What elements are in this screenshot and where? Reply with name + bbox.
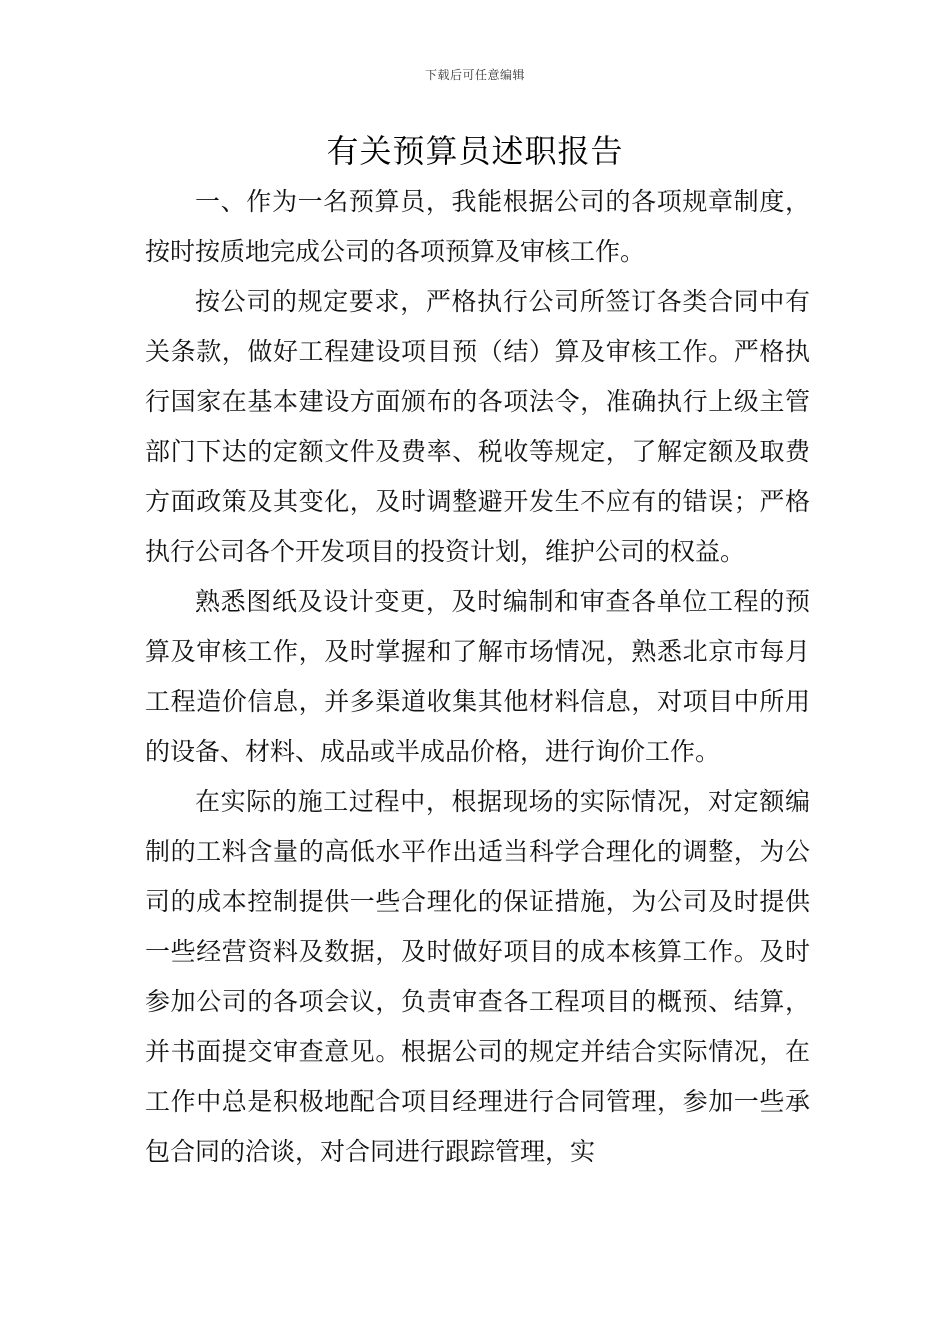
paragraph: 按公司的规定要求，严格执行公司所签订各类合同中有关条款，做好工程建设项目预（结）算及审核工作。严格执行国家在基本建设方面颁布的各项法令，准确执行上级主管部门下达的定额文件及费率、税收等规定，了解定额及取费方面政策及其变化，及时调整避开发生不应有的错误；严格执行公司各个开发项目的投资计划，维护公司的权益。 [145, 287, 810, 566]
paragraph: 一、作为一名预算员，我能根据公司的各项规章制度，按时按质地完成公司的各项预算及审核工作。 [145, 187, 810, 266]
paragraph: 在实际的施工过程中，根据现场的实际情况，对定额编制的工料含量的高低水平作出适当科学合理化的调整，为公司的成本控制提供一些合理化的保证措施，为公司及时提供一些经营资料及数据，及时做好项目的成本核算工作。及时参加公司的各项会议，负责审查各工程项目的概预、结算，并书面提交审查意见。根据公司的规定并结合实际情况，在工作中总是积极地配合项目经理进行合同管理，参加一些承包合同的洽谈，对合同进行跟踪管理，实 [145, 787, 810, 1166]
header-note: 下载后可任意编辑 [424, 68, 525, 82]
document-body [145, 177, 810, 1177]
paragraph: 熟悉图纸及设计变更，及时编制和审查各单位工程的预算及审核工作，及时掌握和了解市场情况，熟悉北京市每月工程造价信息，并多渠道收集其他材料信息，对项目中所用的设备、材料、成品或半成品价格，进行询价工作。 [145, 587, 810, 766]
document-title: 有关预算员述职报告 [326, 132, 624, 170]
